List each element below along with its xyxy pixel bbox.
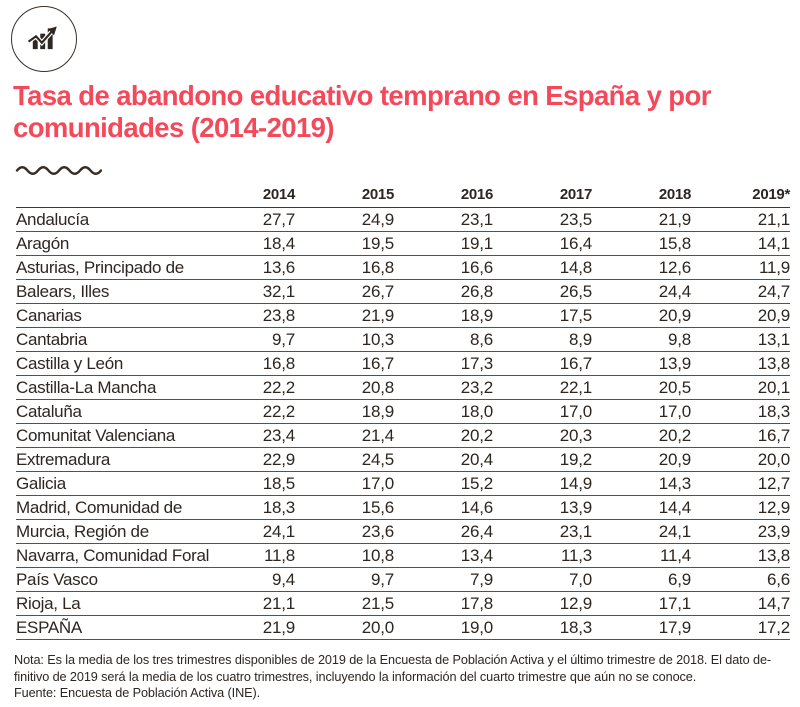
value-cell: 18,3 [691,400,790,424]
table-row [16,352,790,376]
value-cell: 26,5 [493,280,592,304]
table-row [16,424,790,448]
table-row [16,304,790,328]
value-cell: 16,8 [295,256,394,280]
value-cell: 20,3 [493,424,592,448]
value-cell: 19,1 [394,232,493,256]
value-cell: 13,8 [691,352,790,376]
value-cell: 12,6 [592,256,691,280]
value-cell: 13,9 [592,352,691,376]
value-cell: 20,0 [691,448,790,472]
value-cell: 18,0 [394,400,493,424]
value-cell: 24,4 [592,280,691,304]
corner-cell [16,186,196,208]
year-header-2018: 2018 [592,186,691,208]
value-cell: 14,7 [691,592,790,616]
value-cell: 12,7 [691,472,790,496]
value-cell: 23,9 [691,520,790,544]
region-label: Balears, Illes [16,280,196,304]
table-row [16,616,790,640]
value-cell: 17,0 [295,472,394,496]
table-row [16,520,790,544]
value-cell: 24,1 [592,520,691,544]
value-cell: 14,4 [592,496,691,520]
value-cell: 23,2 [394,376,493,400]
value-cell: 9,7 [196,328,295,352]
table-header [16,186,790,208]
value-cell: 20,1 [691,376,790,400]
logo-badge [11,6,77,72]
value-cell: 20,2 [592,424,691,448]
value-cell: 22,2 [196,400,295,424]
table-row [16,496,790,520]
value-cell: 23,8 [196,304,295,328]
value-cell: 24,5 [295,448,394,472]
table-row [16,400,790,424]
region-label: Asturias, Principado de [16,256,196,280]
value-cell: 16,7 [493,352,592,376]
value-cell: 17,1 [592,592,691,616]
table-row [16,568,790,592]
value-cell: 9,8 [592,328,691,352]
value-cell: 22,1 [493,376,592,400]
value-cell: 16,7 [295,352,394,376]
value-cell: 23,1 [493,520,592,544]
table-row [16,592,790,616]
value-cell: 23,4 [196,424,295,448]
value-cell: 18,9 [394,304,493,328]
value-cell: 14,1 [691,232,790,256]
page-title-line-2: comunidades (2014-2019) [13,112,334,144]
value-cell: 23,5 [493,208,592,232]
value-cell: 20,0 [295,616,394,640]
value-cell: 13,6 [196,256,295,280]
value-cell: 20,4 [394,448,493,472]
value-cell: 21,9 [592,208,691,232]
value-cell: 20,8 [295,376,394,400]
value-cell: 18,3 [196,496,295,520]
value-cell: 18,4 [196,232,295,256]
value-cell: 22,9 [196,448,295,472]
value-cell: 14,3 [592,472,691,496]
value-cell: 21,5 [295,592,394,616]
value-cell: 21,9 [196,616,295,640]
value-cell: 10,8 [295,544,394,568]
value-cell: 13,4 [394,544,493,568]
value-cell: 12,9 [691,496,790,520]
footnote-source: Fuente: Encuesta de Población Activa (INE). [14,686,261,700]
value-cell: 19,2 [493,448,592,472]
value-cell: 17,3 [394,352,493,376]
value-cell: 7,9 [394,568,493,592]
table-row [16,232,790,256]
year-header-2016: 2016 [394,186,493,208]
table-row [16,328,790,352]
value-cell: 16,8 [196,352,295,376]
value-cell: 24,9 [295,208,394,232]
bar-chart-trend-icon [28,25,60,53]
table-header-row [16,186,790,208]
value-cell: 20,9 [691,304,790,328]
value-cell: 17,0 [592,400,691,424]
value-cell: 10,3 [295,328,394,352]
value-cell: 17,2 [691,616,790,640]
value-cell: 19,0 [394,616,493,640]
value-cell: 20,9 [592,304,691,328]
page-title-line-1: Tasa de abandono educativo temprano en España y por [13,80,711,111]
region-label: Canarias [16,304,196,328]
value-cell: 21,4 [295,424,394,448]
value-cell: 20,5 [592,376,691,400]
value-cell: 24,7 [691,280,790,304]
region-label: Galicia [16,472,196,496]
value-cell: 20,2 [394,424,493,448]
region-label: Castilla y León [16,352,196,376]
year-header-2017: 2017 [493,186,592,208]
value-cell: 21,9 [295,304,394,328]
value-cell: 14,6 [394,496,493,520]
value-cell: 8,9 [493,328,592,352]
value-cell: 26,4 [394,520,493,544]
table-row [16,472,790,496]
region-label: Madrid, Comunidad de [16,496,196,520]
value-cell: 23,6 [295,520,394,544]
value-cell: 9,7 [295,568,394,592]
footnote-line-1: Nota: Es la media de los tres trimestres disponibles de 2019 de la Encuesta de Población Activa y el último trimestre de 2018. El dato de- [14,653,772,667]
value-cell: 20,9 [592,448,691,472]
table-row [16,256,790,280]
value-cell: 14,9 [493,472,592,496]
value-cell: 27,7 [196,208,295,232]
value-cell: 16,4 [493,232,592,256]
value-cell: 32,1 [196,280,295,304]
region-label: Cataluña [16,400,196,424]
value-cell: 17,9 [592,616,691,640]
value-cell: 23,1 [394,208,493,232]
value-cell: 11,4 [592,544,691,568]
region-label: Andalucía [16,208,196,232]
region-label: ESPAÑA [16,616,196,640]
table-row [16,280,790,304]
value-cell: 7,0 [493,568,592,592]
value-cell: 13,1 [691,328,790,352]
value-cell: 17,5 [493,304,592,328]
value-cell: 12,9 [493,592,592,616]
table-row [16,544,790,568]
table-row [16,208,790,232]
footnote-line-2: finitivo de 2019 será la media de los cuatro trimestres, incluyendo la información del cuarto trimestre que aún no se conoce. [14,669,697,684]
value-cell: 18,5 [196,472,295,496]
region-label: País Vasco [16,568,196,592]
value-cell: 17,8 [394,592,493,616]
region-label: Aragón [16,232,196,256]
value-cell: 26,8 [394,280,493,304]
value-cell: 9,4 [196,568,295,592]
value-cell: 26,7 [295,280,394,304]
value-cell: 15,2 [394,472,493,496]
page-title [13,80,711,144]
value-cell: 6,6 [691,568,790,592]
value-cell: 24,1 [196,520,295,544]
squiggle-divider [14,161,102,177]
region-label: Castilla-La Mancha [16,376,196,400]
region-label: Murcia, Región de [16,520,196,544]
footnote [14,652,771,702]
region-label: Navarra, Comunidad Foral [16,544,196,568]
value-cell: 11,9 [691,256,790,280]
region-label: Cantabria [16,328,196,352]
table-row [16,376,790,400]
value-cell: 21,1 [196,592,295,616]
region-label: Extremadura [16,448,196,472]
year-header-2019: 2019* [691,186,790,208]
value-cell: 18,3 [493,616,592,640]
region-label: Rioja, La [16,592,196,616]
value-cell: 8,6 [394,328,493,352]
value-cell: 17,0 [493,400,592,424]
year-header-2015: 2015 [295,186,394,208]
value-cell: 22,2 [196,376,295,400]
value-cell: 13,8 [691,544,790,568]
region-label: Comunitat Valenciana [16,424,196,448]
value-cell: 21,1 [691,208,790,232]
value-cell: 11,3 [493,544,592,568]
value-cell: 19,5 [295,232,394,256]
value-cell: 6,9 [592,568,691,592]
table-body [16,208,790,640]
value-cell: 15,6 [295,496,394,520]
value-cell: 13,9 [493,496,592,520]
value-cell: 11,8 [196,544,295,568]
data-table [16,186,790,640]
value-cell: 18,9 [295,400,394,424]
table-row [16,448,790,472]
year-header-2014: 2014 [196,186,295,208]
value-cell: 16,6 [394,256,493,280]
value-cell: 14,8 [493,256,592,280]
value-cell: 15,8 [592,232,691,256]
value-cell: 16,7 [691,424,790,448]
